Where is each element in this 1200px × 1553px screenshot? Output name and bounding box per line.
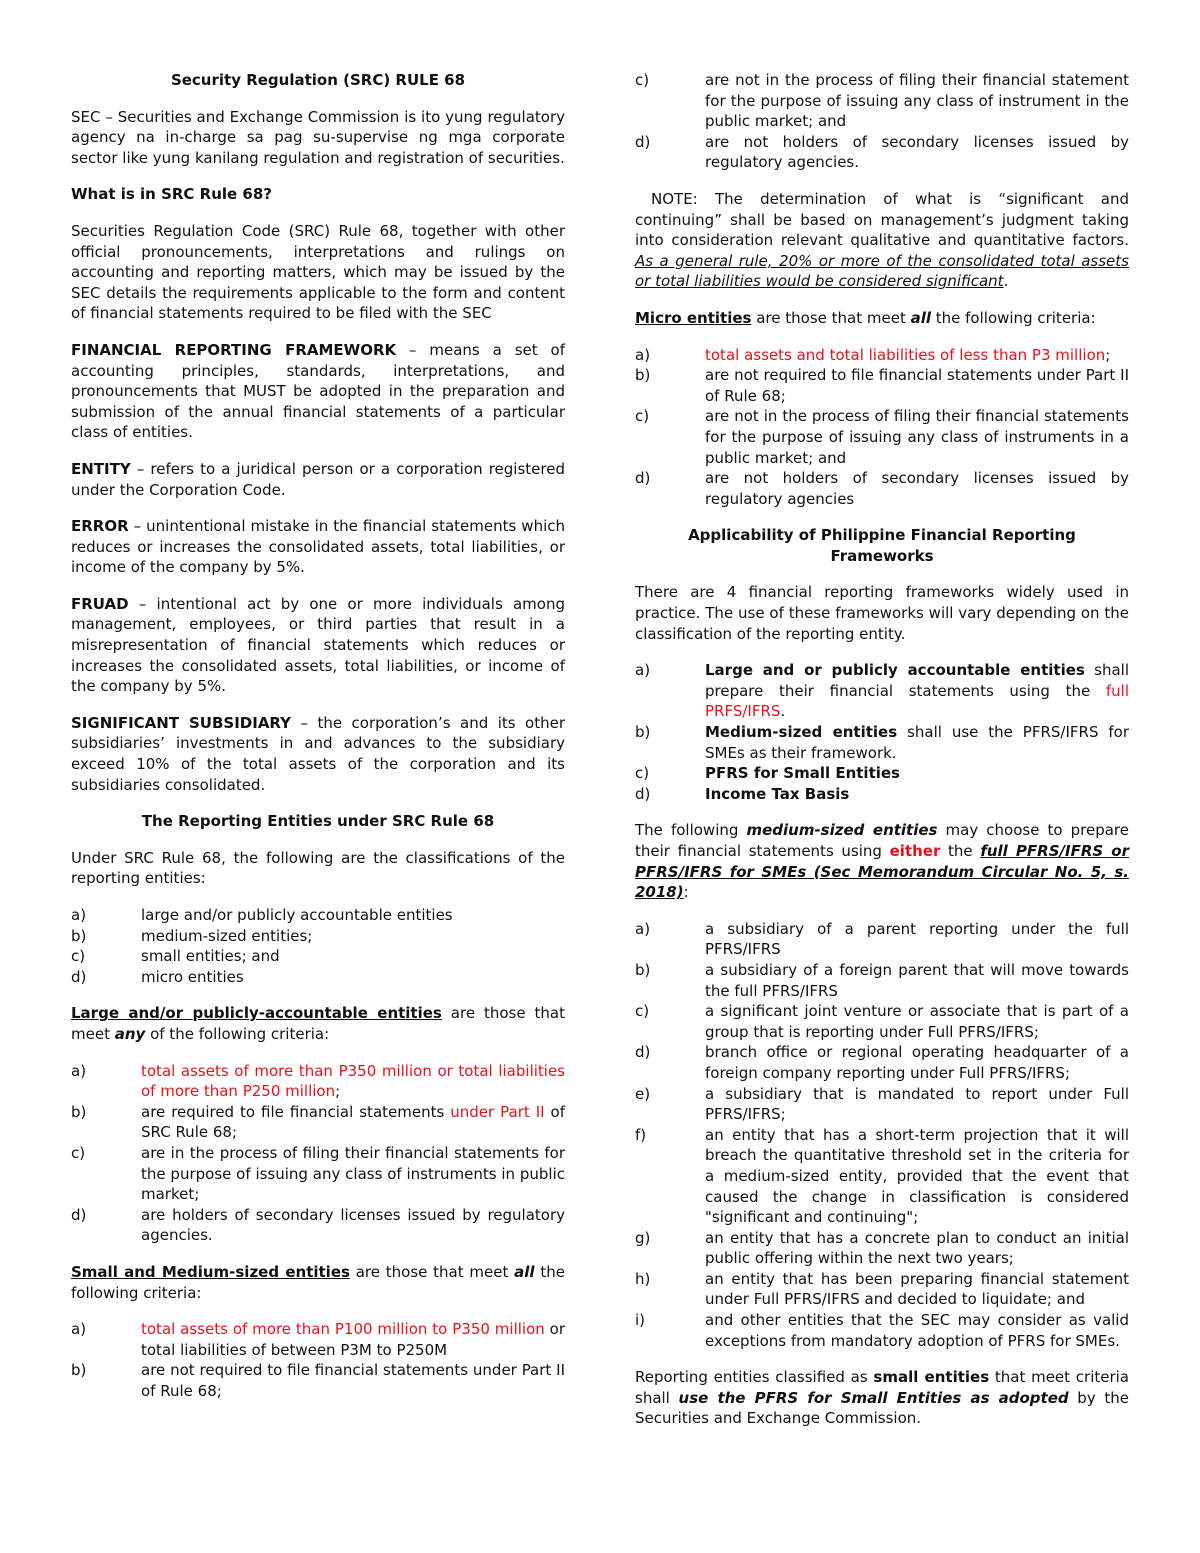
definition-subsidiary [71,713,565,795]
list-item: b) are required to file financial statements under Part II of SRC Rule 68; [71,1102,565,1142]
list-item: i) and other entities that the SEC may consider as valid exceptions from mandatory adoption of PFRS for SMEs. [635,1311,1129,1350]
list-item: d) micro entities [71,967,244,986]
applicability-heading: Applicability of Philippine Financial Reporting Frameworks [688,526,1076,565]
large-criteria-list [71,1061,565,1246]
micro-heading: Micro entities are those that meet all the following criteria: [635,308,1096,327]
definition-fraud [71,594,565,697]
applicability-intro: There are 4 financial reporting frameworks widely used in practice. The use of these frameworks will vary depending on the classification of the reporting entity. [635,583,1129,643]
reporting-heading: The Reporting Entities under SRC Rule 68 [141,812,495,831]
frameworks-list [635,660,1129,804]
medium-entities-list [635,919,1129,1351]
classification-list [71,905,565,987]
intro-paragraph: SEC – Securities and Exchange Commission is ito yung regulatory agency na in-charge sa pag su-supervise ng mga corporate sector like yung kanilang regulation and registration of securities. [71,107,565,167]
list-item: a) total assets of more than P100 million to P350 million or total liabilities of between P3M to P250M [71,1320,565,1359]
list-item: a) total assets of more than P350 million or total liabilities of more than P250 million; [71,1061,565,1101]
list-item: a) large and/or publicly accountable entities [71,906,453,924]
medium-entities-paragraph: The following medium-sized entities may choose to prepare their financial statements using either the full PFRS/IFRS or PFRS/IFRS for SMEs (Sec Memorandum Circular No. 5, s. 2018): [635,821,1129,902]
list-item: b) are not required to file financial statements under Part II of Rule 68; [71,1361,565,1400]
left-column [71,70,565,1417]
definition-text: – the corporation’s and its other subsidiaries’ investments in and advances to the subsidiary exceed 10% of the total assets of the corporation and its subsidiaries consolidated. [71,713,565,794]
list-item: g) an entity that has a concrete plan to conduct an initial public offering within the next two years; [635,1228,1129,1268]
list-item: f) an entity that has a short-term projection that it will breach the quantitative threshold set in the criteria for a medium-sized entity, provided that the event that caused the change in classification is considered "significant and continuing"; [635,1125,1129,1227]
list-item: b) a subsidiary of a foreign parent that will move towards the full PFRS/IFRS [635,960,1129,1000]
definition-entity [71,459,565,500]
large-entities-heading: Large and/or publicly-accountable entities are those that meet any of the following criteria: [71,1004,565,1043]
list-item: c) PFRS for Small Entities [635,764,900,783]
list-item: a) Large and or publicly accountable entities shall prepare their financial statements using the full PRFS/IFRS. [635,661,1129,721]
sme-criteria-list-continued [635,70,1129,173]
sme-criteria-list [71,1319,565,1401]
list-item: b) are not required to file financial statements under Part II of Rule 68; [635,366,1129,405]
sme-heading: Small and Medium-sized entities are those that meet all the following criteria: [71,1262,565,1302]
list-item: a) total assets and total liabilities of less than P3 million; [635,345,1111,364]
list-item: c) are not in the process of filing their financial statement for the purpose of issuing any class of instrument in the public market; and [635,71,1129,131]
note-paragraph: NOTE: The determination of what is “significant and continuing” shall be based on management’s judgment taking into consideration relevant qualitative and quantitative factors. As a general rule, 20% or more of the consolidated total assets or total liabilities would be considered significant. [635,189,1129,291]
right-column [635,70,1129,1445]
definition-term: ENTITY [71,459,131,478]
definition-error [71,516,565,578]
list-item: d) are holders of secondary licenses issued by regulatory agencies. [71,1205,565,1245]
definition-term: ERROR [71,517,129,536]
what-heading: What is in SRC Rule 68? [71,185,272,204]
list-item: d) branch office or regional operating headquarter of a foreign company reporting under Full PFRS/IFRS; [635,1043,1129,1082]
small-entities-paragraph: Reporting entities classified as small entities that meet criteria shall use the PFRS for Small Entities as adopted by the Securities and Exchange Commission. [635,1368,1130,1428]
list-item: c) a significant joint venture or associate that is part of a group that is reporting under Full PFRS/IFRS; [635,1002,1129,1041]
list-item: c) are in the process of filing their financial statements for the purpose of issuing any class of instruments in public market; [71,1143,565,1204]
definition-text: – unintentional mistake in the financial statements which reduces or increases the consolidated assets, total liabilities, or income of the company by 5%. [71,517,565,577]
definition-term: SIGNIFICANT SUBSIDIARY [71,713,292,732]
list-item: e) a subsidiary that is mandated to report under Full PFRS/IFRS; [635,1084,1129,1124]
list-item: d) are not holders of secondary licenses issued by regulatory agencies. [635,132,1129,172]
document-title: Security Regulation (SRC) RULE 68 [170,71,466,89]
what-paragraph: Securities Regulation Code (SRC) Rule 68, together with other official pronouncements, interpretations and rulings on accounting and reporting matters, which may be issued by the SEC details the requirements applicable to the form and content of financial statements required to be filed with the SEC [71,221,565,323]
definition-framework [71,340,565,443]
list-item: h) an entity that has been preparing financial statement under Full PFRS/IFRS and decided to liquidate; and [635,1269,1129,1309]
definition-term: FINANCIAL REPORTING FRAMEWORK [71,340,397,359]
list-item: b) medium-sized entities; [71,926,313,945]
definition-term: FRUAD [71,594,129,613]
list-item: d) are not holders of secondary licenses issued by regulatory agencies [635,469,1129,508]
list-item: d) Income Tax Basis [635,784,850,803]
definition-text: – means a set of accounting principles, standards, interpretations, and pronouncements that MUST be adopted in the preparation and submission of the annual financial statements of a particular class of entities. [71,340,565,442]
definition-text: – intentional act by one or more individuals among management, employees, or third parties that result in a misrepresentation of financial statements which reduces or increases the consolidated assets, total liabilities, or income of the company by 5%. [71,594,565,696]
list-item: b) Medium-sized entities shall use the PFRS/IFRS for SMEs as their framework. [635,723,1129,762]
micro-criteria-list [635,345,1129,510]
reporting-intro: Under SRC Rule 68, the following are the classifications of the reporting entities: [71,848,565,888]
list-item: c) small entities; and [71,947,280,966]
list-item: a) a subsidiary of a parent reporting under the full PFRS/IFRS [635,919,1129,959]
list-item: c) are not in the process of filing their financial statements for the purpose of issuing any class of instruments in a public market; and [635,407,1129,467]
definition-text: – refers to a juridical person or a corporation registered under the Corporation Code. [71,459,565,499]
